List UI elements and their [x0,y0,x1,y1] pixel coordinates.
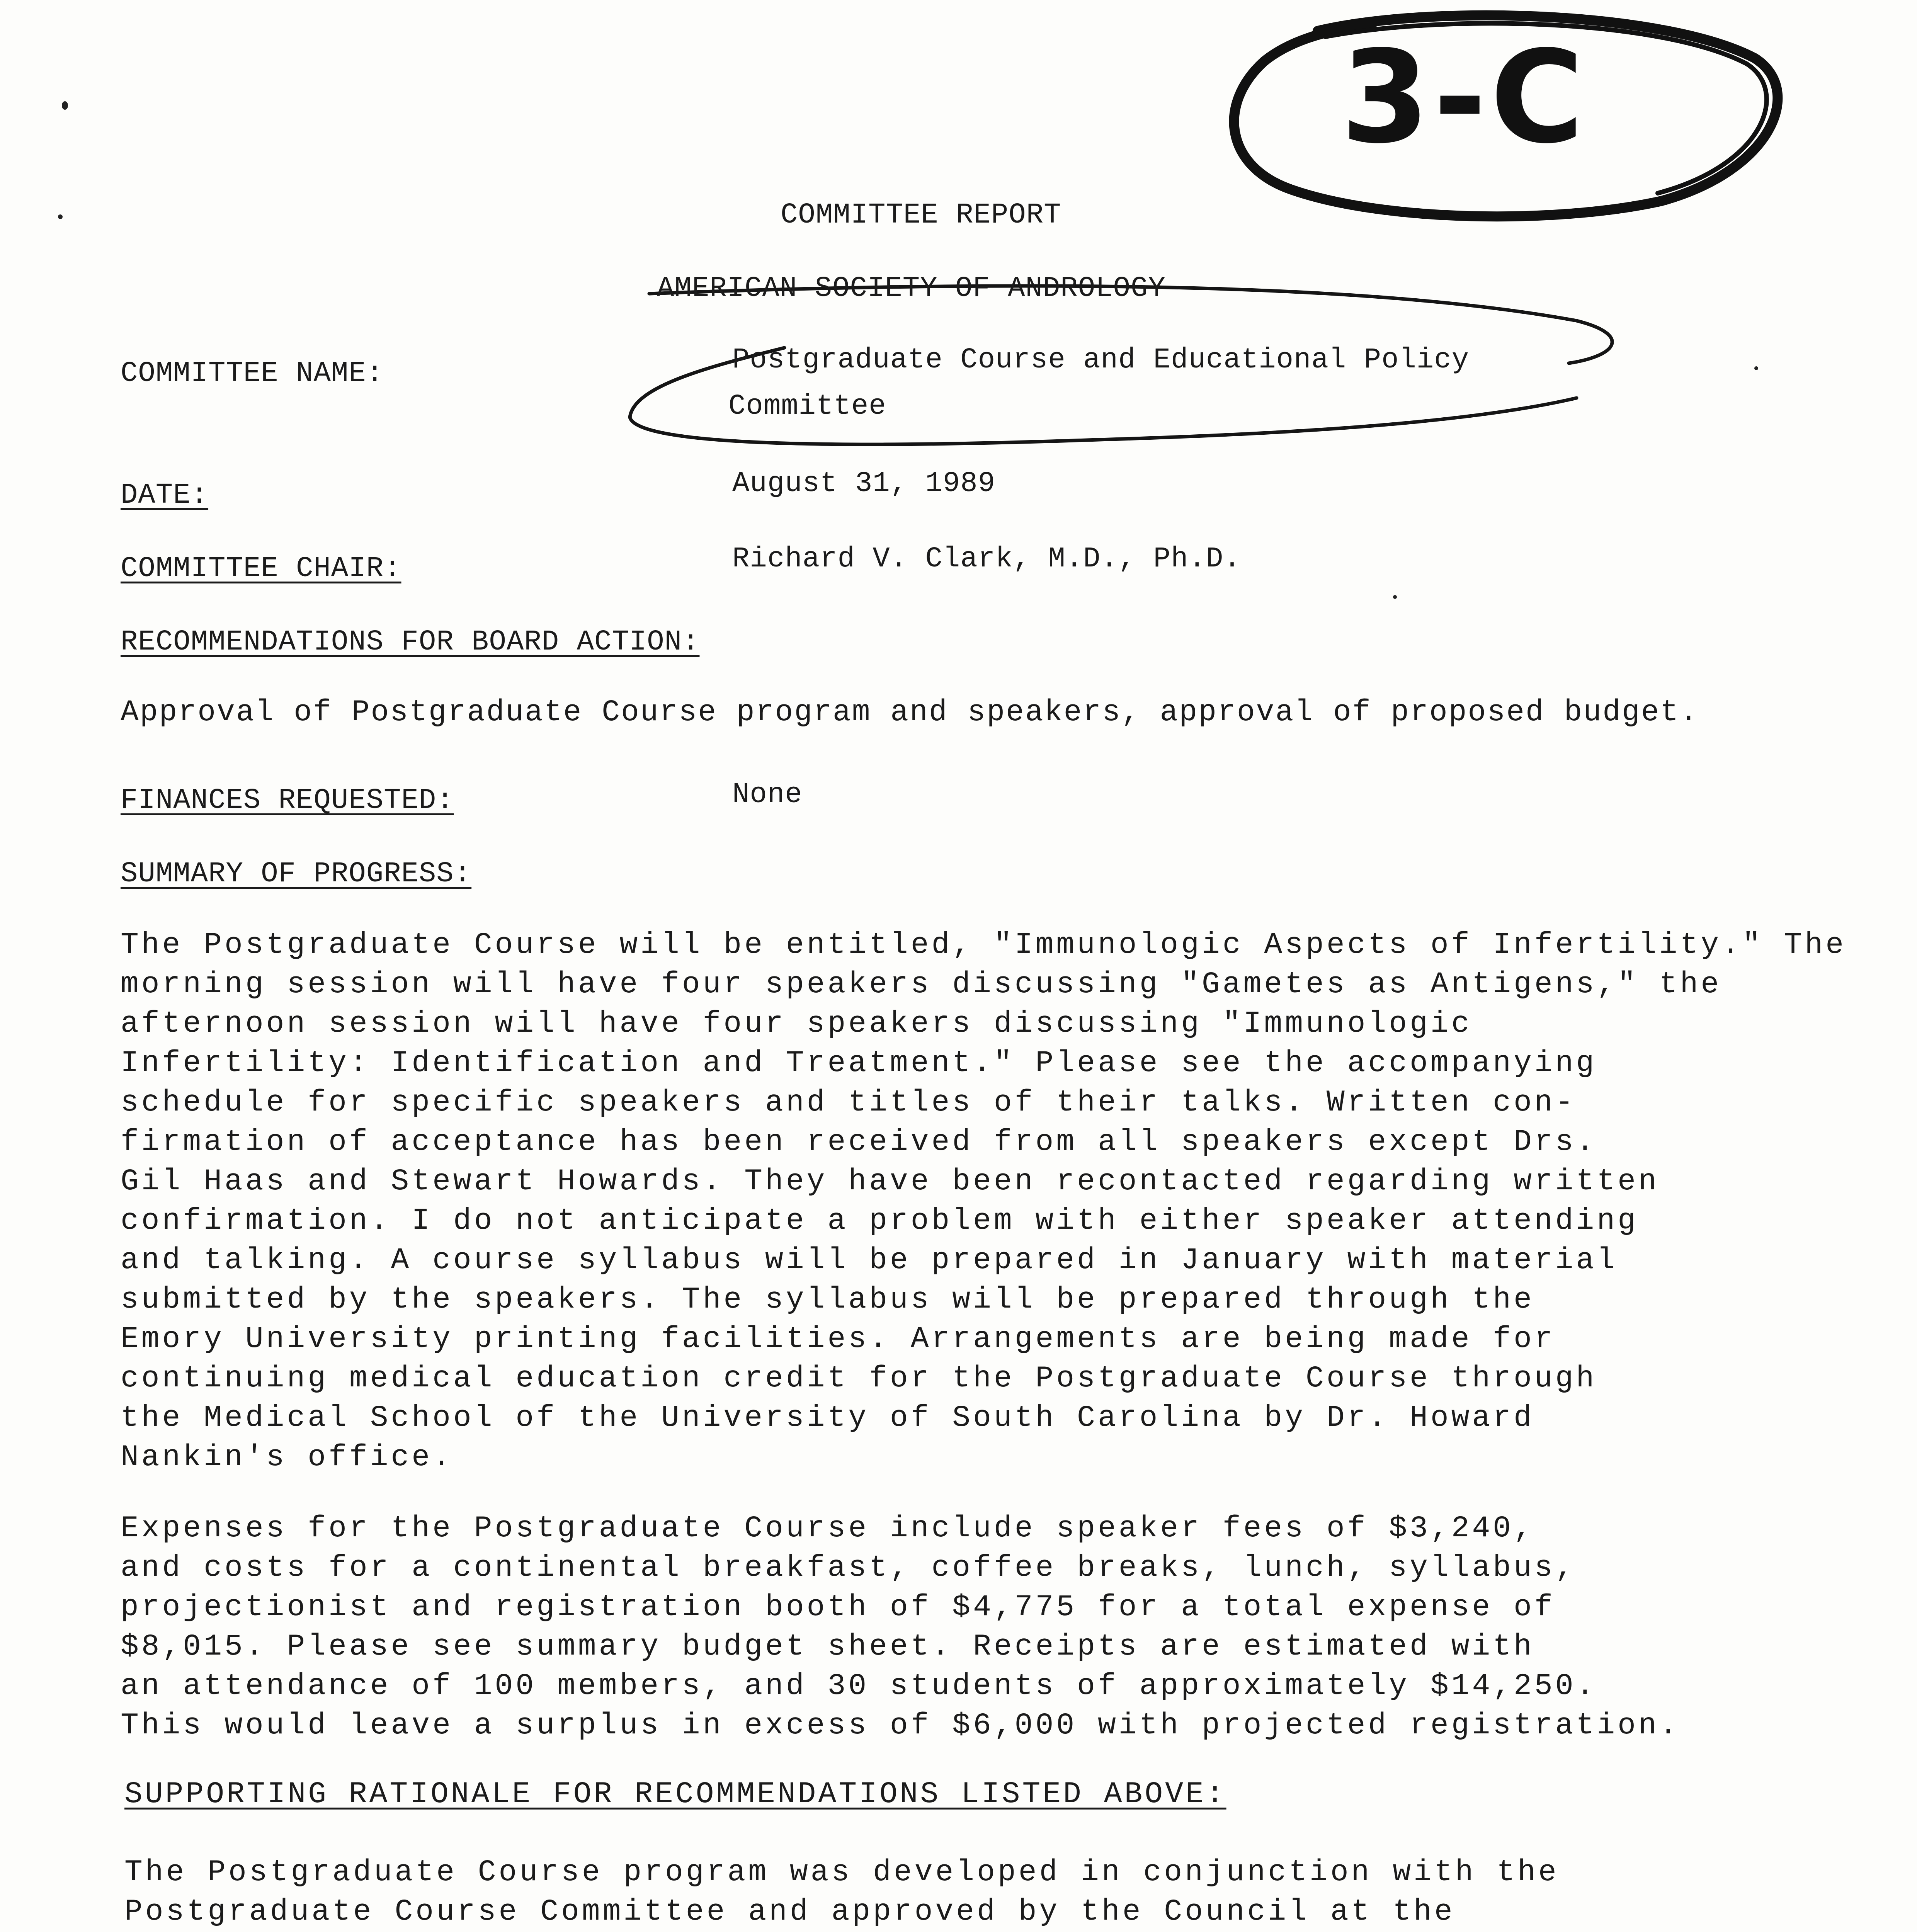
summary-line: schedule for specific speakers and titles of their talks. Written con- [121,1086,1576,1120]
summary-line: The Postgraduate Course will be entitled, "Immunologic Aspects of Infertility." The [121,928,1847,962]
recommendations-value: Approval of Postgraduate Course program and speakers, approval of proposed budget. [121,696,1699,730]
society-name: AMERICAN SOCIETY OF ANDROLOGY [657,272,1166,305]
summary-heading: SUMMARY OF PROGRESS: [121,858,472,890]
recommendations-label: RECOMMENDATIONS FOR BOARD ACTION: [121,626,700,658]
summary-line: Infertility: Identification and Treatment." Please see the accompanying [121,1046,1597,1080]
summary-paragraph-2 [121,1509,1859,1745]
date-label: DATE: [121,479,209,512]
summary-paragraph-1 [121,925,1859,1477]
rationale-line: Postgraduate Course Committee and approved by the Council at the [124,1895,1455,1929]
speck [58,214,63,219]
summary-line: confirmation. I do not anticipate a problem with either speaker attending [121,1204,1638,1238]
speck [1393,595,1397,599]
summary-line: Emory University printing facilities. Arrangements are being made for [121,1322,1555,1356]
summary-line: and costs for a continental breakfast, coffee breaks, lunch, syllabus, [121,1551,1576,1585]
committee-name-value-line1: Postgraduate Course and Educational Policy [732,344,1470,376]
committee-name-label: COMMITTEE NAME: [121,357,384,390]
summary-line: Gil Haas and Stewart Howards. They have been recontacted regarding written [121,1165,1659,1199]
rationale-heading: SUPPORTING RATIONALE FOR RECOMMENDATIONS LISTED ABOVE: [124,1777,1226,1811]
rationale-paragraph [124,1853,1863,1932]
summary-line: This would leave a surplus in excess of $6,000 with projected registration. [121,1709,1680,1743]
rationale-line: The Postgraduate Course program was developed in conjunction with the [124,1855,1559,1889]
committee-chair-label: COMMITTEE CHAIR: [121,553,401,585]
summary-line: firmation of acceptance has been received from all speakers except Drs. [121,1125,1597,1159]
speck [1754,366,1758,370]
summary-line: and talking. A course syllabus will be prepared in January with material [121,1243,1618,1277]
finances-requested-value: None [732,779,803,811]
summary-line: afternoon session will have four speakers discussing "Immunologic [121,1007,1472,1041]
summary-line: the Medical School of the University of South Carolina by Dr. Howard [121,1401,1534,1435]
summary-line: Expenses for the Postgraduate Course include speaker fees of $3,240, [121,1512,1534,1546]
summary-line: continuing medical education credit for the Postgraduate Course through [121,1362,1597,1396]
report-title: COMMITTEE REPORT [781,199,1061,231]
summary-line: morning session will have four speakers discussing "Gametes as Antigens," the [121,968,1722,1002]
speck [62,101,68,110]
committee-chair-value: Richard V. Clark, M.D., Ph.D. [732,543,1241,575]
finances-requested-label: FINANCES REQUESTED: [121,784,454,817]
date-value: August 31, 1989 [732,468,996,500]
committee-name-value-line2: Committee [728,390,886,423]
summary-line: $8,015. Please see summary budget sheet. Receipts are estimated with [121,1630,1534,1664]
stamp-label: 3-C [1341,23,1588,172]
summary-line: submitted by the speakers. The syllabus will be prepared through the [121,1283,1534,1317]
summary-line: Nankin's office. [121,1440,453,1475]
summary-line: an attendance of 100 members, and 30 students of approximately $14,250. [121,1669,1597,1703]
summary-line: projectionist and registration booth of $4,775 for a total expense of [121,1590,1555,1624]
